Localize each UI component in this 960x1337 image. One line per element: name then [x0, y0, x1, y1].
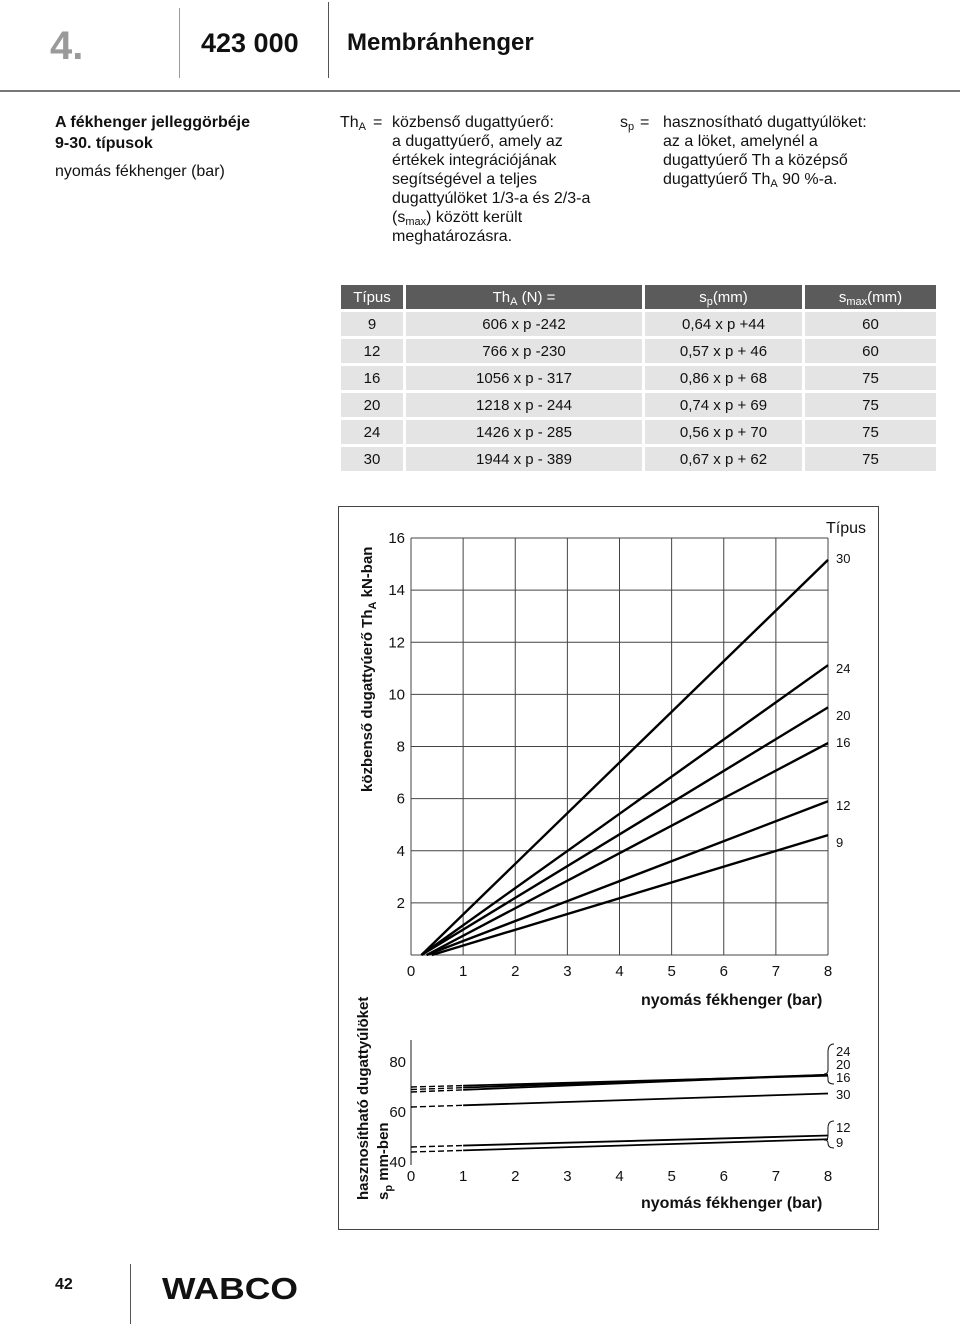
y-tick-label: 10 [388, 686, 405, 704]
cell: 1944 x p - 389 [406, 447, 642, 471]
cell: 30 [341, 447, 403, 471]
series-dashed-9 [411, 1150, 463, 1152]
legend-label-9: 9 [836, 1135, 844, 1150]
intro-title-1: A fékhenger jelleggörbéje [55, 114, 251, 131]
legend-label-12: 12 [836, 798, 851, 813]
series-line-9 [432, 835, 828, 955]
series-line-30 [463, 1094, 828, 1106]
y-tick-label: 12 [388, 634, 405, 652]
cell: 20 [341, 393, 403, 417]
cell: 1426 x p - 285 [406, 420, 642, 444]
cell: 24 [341, 420, 403, 444]
x-tick-label: 1 [458, 1168, 468, 1185]
cell: 1218 x p - 244 [406, 393, 642, 417]
series-dashed-12 [411, 1146, 463, 1147]
tha-symbol: $Th_A$ [340, 114, 367, 133]
footer-divider [130, 1264, 131, 1324]
x-tick-label: 2 [511, 1168, 520, 1185]
x-tick-label: 6 [719, 1168, 728, 1185]
chart2-xlabel: nyomás fékhenger (bar) [641, 1195, 823, 1212]
series-line-12 [427, 801, 828, 955]
cell: 0,64 x p +44 [645, 312, 802, 336]
chart2-ylabel: hasznosítható dugattyúlöket [355, 996, 372, 1200]
col-header-sp: $s_p(mm)$ [645, 285, 802, 309]
x-tick-label: 1 [458, 963, 468, 980]
cell: 0,57 x p + 46 [645, 339, 802, 363]
series-line-16 [463, 1075, 828, 1090]
chart2-ylabel2: $s_p$ mm-ben [375, 1122, 395, 1200]
cell: 766 x p -230 [406, 339, 642, 363]
y-tick-label: 6 [396, 790, 405, 808]
series-dashed-30 [411, 1105, 463, 1107]
x-tick-label: 7 [771, 963, 781, 980]
col-header-tha: $Th_A$ (N) = [406, 285, 642, 309]
x-tick-label: 4 [615, 1168, 624, 1185]
legend-label-24: 24 [836, 661, 851, 676]
y-tick-label: 40 [389, 1154, 406, 1171]
page-number: 42 [55, 1276, 73, 1293]
legend-label-20: 20 [836, 1057, 851, 1072]
cell: 12 [341, 339, 403, 363]
cell: 75 [805, 366, 936, 390]
cell: 9 [341, 312, 403, 336]
x-tick-label: 5 [667, 963, 676, 980]
series-dashed-16 [411, 1090, 463, 1092]
cell: 0,74 x p + 69 [645, 393, 802, 417]
tha-definition: közbenső dugattyúerő: a dugattyúerő, amely az értékek integrációjának segítségével a teljes dugattyúlöket 1/3-a és 2/3-a $(s_{max})$ között került meghatározásra. [392, 114, 591, 245]
tha-equals: = [373, 114, 383, 131]
cell: 60 [805, 339, 936, 363]
y-tick-label: 16 [388, 530, 405, 547]
intro-title-2: 9-30. típusok [55, 135, 153, 152]
y-tick-label: 8 [396, 738, 405, 756]
series-dashed-20 [411, 1088, 463, 1090]
x-tick-label: 8 [823, 963, 833, 980]
svg-text:WABCO: WABCO [162, 1273, 298, 1303]
x-tick-label: 3 [563, 1168, 572, 1185]
cell: 0,56 x p + 70 [645, 420, 802, 444]
x-tick-label: 8 [823, 1168, 833, 1185]
cell: 1056 x p - 317 [406, 366, 642, 390]
y-tick-label: 14 [388, 582, 405, 600]
page-title: Membránhenger [347, 29, 534, 56]
col-header-smax: $s_{max}(mm)$ [805, 285, 936, 309]
legend-label-30: 30 [836, 1087, 851, 1102]
legend-label-20: 20 [836, 708, 851, 723]
legend-bracket [824, 1121, 834, 1148]
cell: 75 [805, 393, 936, 417]
y-tick-label: 2 [396, 894, 405, 912]
legend-label-16: 16 [836, 1070, 851, 1085]
x-tick-label: 6 [719, 963, 728, 980]
cell: 0,67 x p + 62 [645, 447, 802, 471]
cell: 0,86 x p + 68 [645, 366, 802, 390]
x-tick-label: 0 [406, 963, 416, 980]
cell: 75 [805, 447, 936, 471]
series-line-16 [427, 743, 828, 955]
y-tick-label: 4 [396, 842, 405, 860]
col-header-type: Típus [341, 285, 403, 309]
chart1-xlabel: nyomás fékhenger (bar) [641, 992, 823, 1009]
y-tick-label: 60 [389, 1104, 406, 1121]
document-code: 423 000 [201, 28, 299, 58]
legend-label-9: 9 [836, 835, 844, 850]
cell: 75 [805, 420, 936, 444]
x-tick-label: 4 [615, 963, 624, 980]
chart1-ylabel: közbenső dugattyúerő $Th_A$ kN-ban [359, 546, 379, 792]
series-line-24 [421, 665, 828, 955]
x-tick-label: 2 [511, 963, 520, 980]
wabco-logo-mark [162, 1273, 300, 1303]
legend-label-24: 24 [836, 1044, 851, 1059]
chart1-legend-title: Típus [826, 520, 867, 537]
legend-label-12: 12 [836, 1120, 851, 1135]
x-tick-label: 7 [771, 1168, 781, 1185]
legend-bracket [824, 1044, 834, 1084]
cell: 606 x p -242 [406, 312, 642, 336]
x-tick-label: 0 [406, 1168, 416, 1185]
y-tick-label: 80 [389, 1054, 406, 1071]
x-tick-label: 5 [667, 1168, 676, 1185]
legend-label-30: 30 [836, 551, 851, 566]
sp-symbol: $s_p$ [620, 114, 635, 133]
cell: 16 [341, 366, 403, 390]
x-tick-label: 3 [563, 963, 572, 980]
wabco-logo [162, 1273, 300, 1308]
cell: 60 [805, 312, 936, 336]
series-line-20 [421, 707, 828, 955]
sp-definition: hasznosítható dugattyúlöket: az a löket, amelynél a dugattyúerő Th a középső dugattyúerő $Th_A$ 90 %-a. [663, 114, 867, 190]
intro-subtitle: nyomás fékhenger (bar) [55, 163, 225, 180]
chapter-number: 4. [50, 24, 84, 68]
series-dashed-24 [411, 1086, 463, 1087]
sp-equals: = [640, 114, 650, 131]
legend-label-16: 16 [836, 735, 851, 750]
